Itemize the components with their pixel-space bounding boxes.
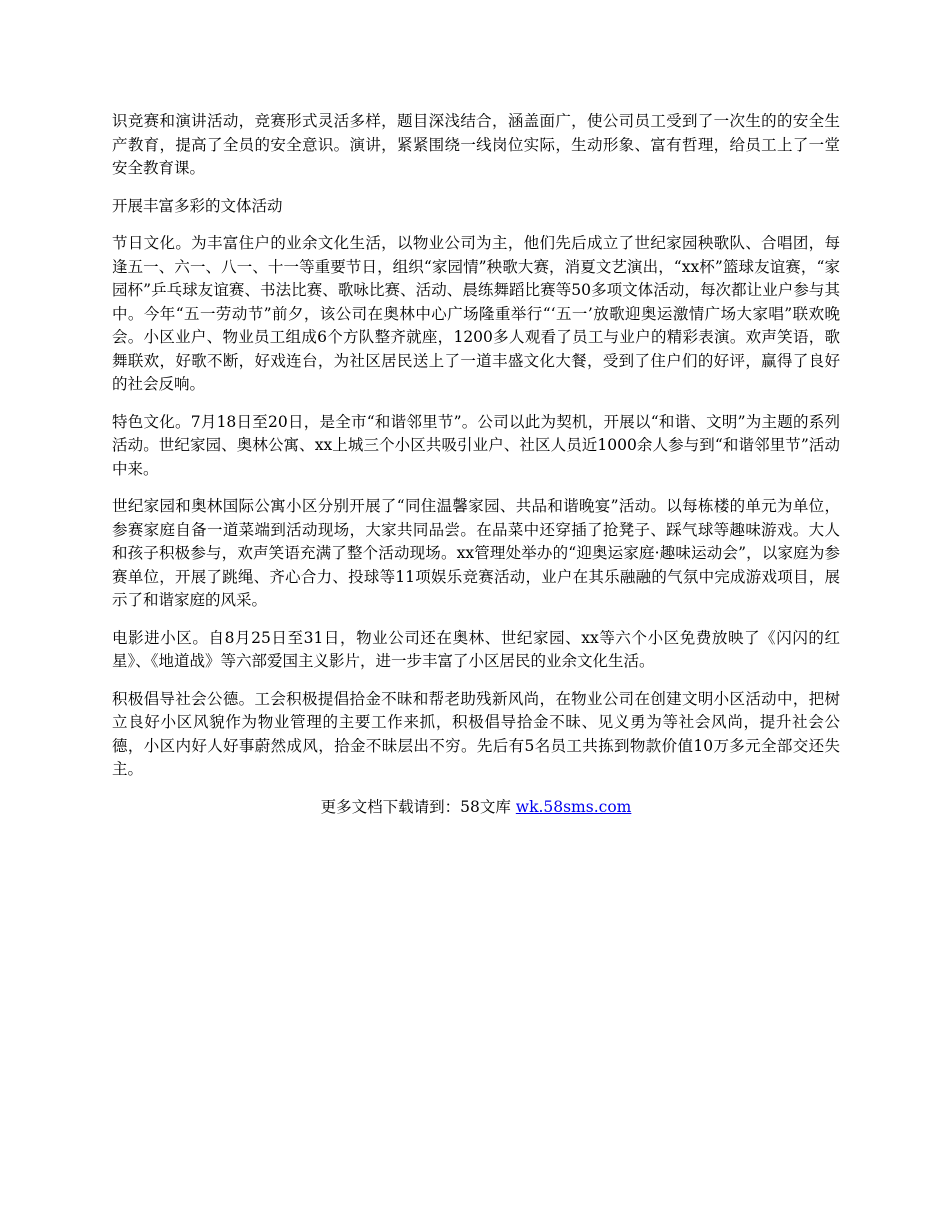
paragraph-featured-culture: 特色文化。7月18日至20日，是全市“和谐邻里节”。公司以此为契机，开展以“和谐、文明”为主题的系列活动。世纪家园、奥林公寓、xx上城三个小区共吸引业户、社区人员近1000余人参与到“和谐邻里节”活动中来。 [112, 412, 840, 478]
paragraph-safety-education: 识竞赛和演讲活动，竞赛形式灵活多样，题目深浅结合，涵盖面广，使公司员工受到了一次生的的安全生产教育，提高了全员的安全意识。演讲，紧紧围绕一线岗位实际，生动形象、富有哲理，给员工上了一堂安全教育课。 [112, 112, 840, 177]
paragraph-community-banquet: 世纪家园和奥林国际公寓小区分别开展了“同住温馨家园、共品和谐晚宴”活动。以每栋楼的单元为单位，参赛家庭自备一道菜端到活动现场，大家共同品尝。在品菜中还穿插了抢凳子、踩气球等趣味游戏。大人和孩子积极参与，欢声笑语充满了整个活动现场。xx管理处举办的“迎奥运家庭·趣味运动会”，以家庭为参赛单位，开展了跳绳、齐心合力、投球等11项娱乐竞赛活动，业户在其乐融融的气氛中完成游戏项目，展示了和谐家庭的风采。 [112, 497, 840, 609]
document-page [112, 110, 840, 819]
paragraph-social-morality: 积极倡导社会公德。工会积极提倡拾金不昧和帮老助残新风尚，在物业公司在创建文明小区活动中，把树立良好小区风貌作为物业管理的主要工作来抓，积极倡导拾金不昧、见义勇为等社会风尚，提升社会公德，小区内好人好事蔚然成风，拾金不昧层出不穷。先后有5名员工共拣到物款价值10万多元全部交还失主。 [112, 689, 840, 778]
section-heading-cultural-activities: 开展丰富多彩的文体活动 [112, 196, 283, 215]
paragraph-movies-in-community: 电影进小区。自8月25日至31日，物业公司还在奥林、世纪家园、xx等六个小区免费放映了《闪闪的红星》、《地道战》等六部爱国主义影片，进一步丰富了小区居民的业余文化生活。 [112, 628, 840, 670]
paragraph-festival-culture: 节日文化。为丰富住户的业余文化生活，以物业公司为主，他们先后成立了世纪家园秧歌队、合唱团，每逢五一、六一、八一、十一等重要节日，组织“家园情”秧歌大赛，消夏文艺演出，“xx杯”篮球友谊赛，“家园杯”乒乓球友谊赛、书法比赛、歌咏比赛、活动、晨练舞蹈比赛等50多项文体活动，每次都让业户参与其中。今年“五一劳动节”前夕，该公司在奥林中心广场隆重举行“‘五一’放歌迎奥运激情广场大家唱”联欢晚会。小区业户、物业员工组成6个方队整齐就座，1200多人观看了员工与业户的精彩表演。欢声笑语，歌舞联欢，好歌不断，好戏连台，为社区居民送上了一道丰盛文化大餐，受到了住户们的好评，赢得了良好的社会反响。 [112, 234, 840, 393]
download-footer [112, 796, 840, 820]
footer-link[interactable]: wk.58sms.com [515, 797, 632, 816]
footer-prefix: 更多文档下载请到：58文库 [320, 797, 516, 816]
